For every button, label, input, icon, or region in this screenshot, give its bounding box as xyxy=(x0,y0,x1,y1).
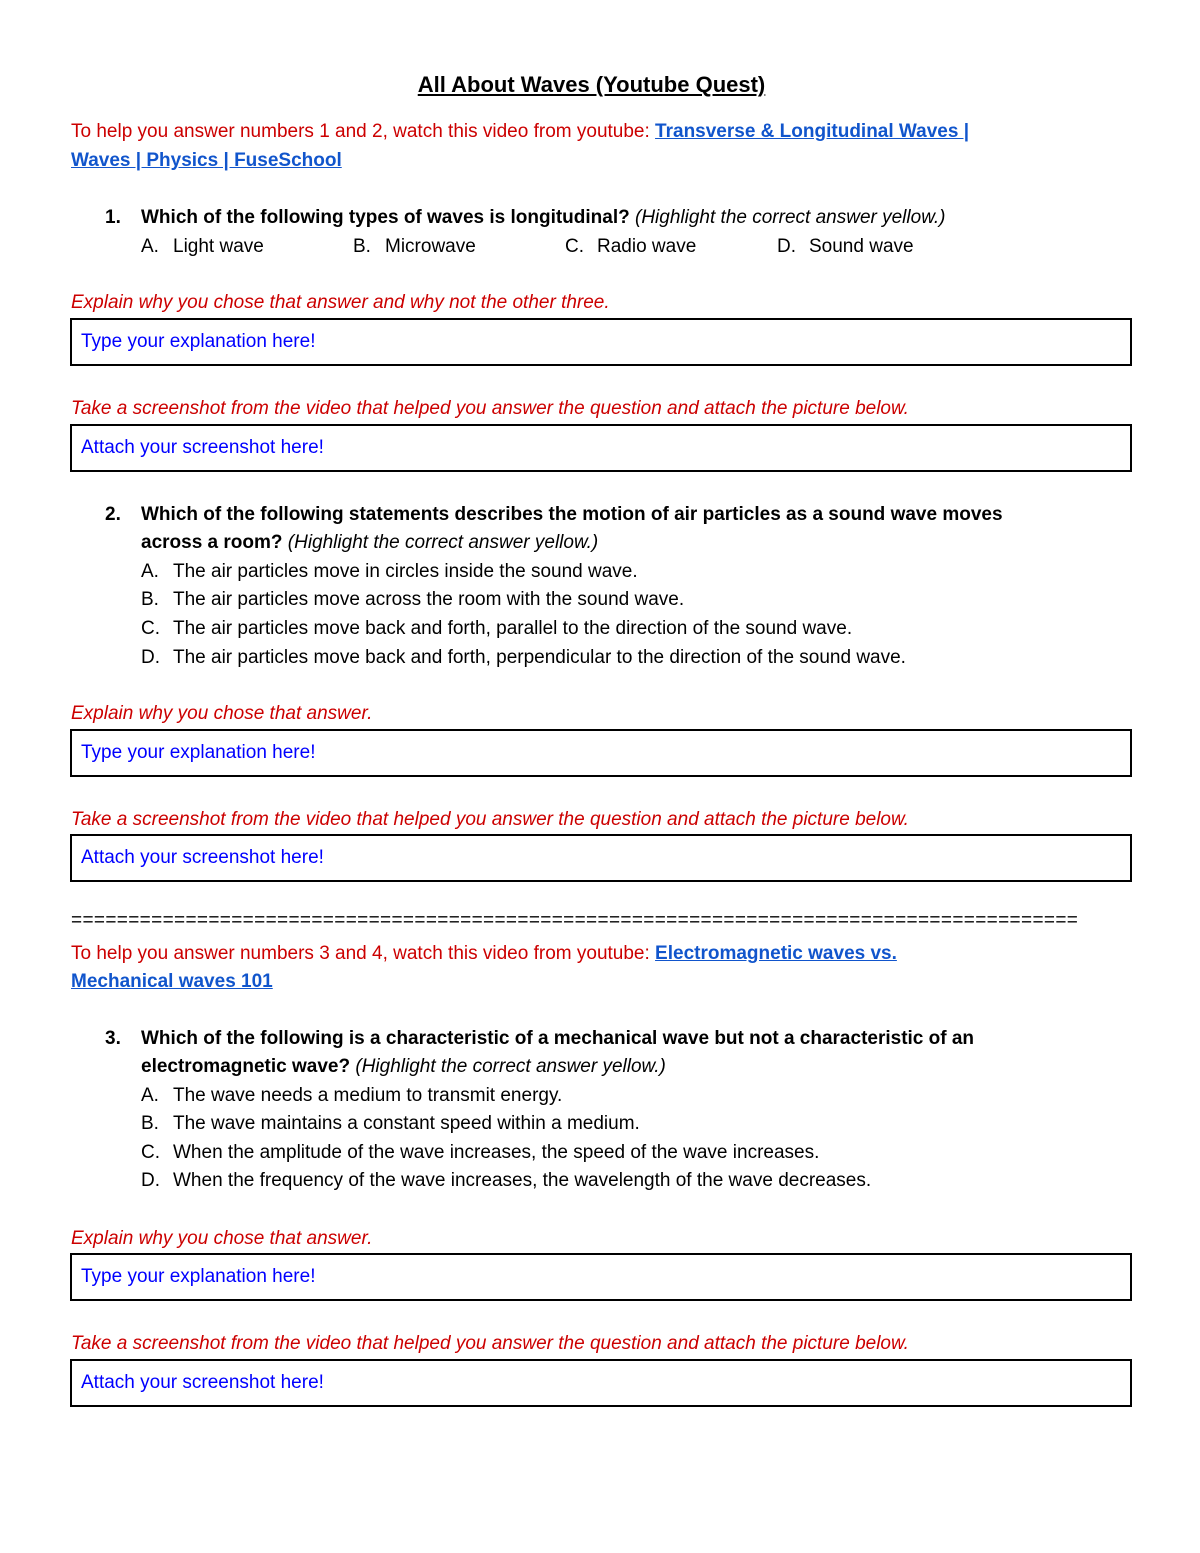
question-3-option-b[interactable]: B. The wave maintains a constant speed within a medium. xyxy=(141,1113,640,1134)
question-3-number: 3. xyxy=(105,1028,121,1049)
question-1-explanation-box[interactable] xyxy=(70,318,1132,366)
section-divider: ======================================================================================== xyxy=(71,910,1079,931)
question-2-number: 2. xyxy=(105,504,121,525)
question-1-screenshot-box[interactable] xyxy=(70,424,1132,472)
page-title: All About Waves (Youtube Quest) xyxy=(417,72,766,97)
question-3-option-a[interactable]: A. The wave needs a medium to transmit energy. xyxy=(141,1085,563,1106)
question-1-option-b[interactable]: B. Microwave xyxy=(353,236,476,257)
question-3-screenshot-placeholder: Attach your screenshot here! xyxy=(81,1372,324,1393)
section2-intro xyxy=(71,940,897,968)
question-2-stem-line2: across a room? xyxy=(141,532,283,553)
question-2-screenshot-box[interactable] xyxy=(70,834,1132,882)
section2-intro-line2 xyxy=(71,968,273,996)
question-1-number: 1. xyxy=(105,207,121,228)
question-3-stem-line2: electromagnetic wave? xyxy=(141,1056,351,1077)
question-2-explain-prompt: Explain why you chose that answer. xyxy=(71,703,373,724)
question-1-explanation-placeholder: Type your explanation here! xyxy=(81,331,316,352)
question-1-text xyxy=(141,204,945,232)
question-1-option-a[interactable]: A. Light wave xyxy=(141,236,264,257)
question-2-option-c[interactable]: C. The air particles move back and forth, parallel to the direction of the sound wave. xyxy=(141,618,853,639)
question-2-hint: (Highlight the correct answer yellow.) xyxy=(282,532,599,553)
question-1-option-d[interactable]: D. Sound wave xyxy=(777,236,914,257)
question-1-screenshot-placeholder: Attach your screenshot here! xyxy=(81,437,324,458)
question-2-option-d[interactable]: D. The air particles move back and forth, perpendicular to the direction of the sound wave. xyxy=(141,647,906,668)
question-2-option-b[interactable]: B. The air particles move across the room with the sound wave. xyxy=(141,589,685,610)
video-link-electromagnetic-mechanical[interactable]: Electromagnetic waves vs. xyxy=(655,943,897,964)
question-2-screenshot-prompt: Take a screenshot from the video that helped you answer the question and attach the picture below. xyxy=(71,809,909,830)
video-link-transverse-longitudinal-cont[interactable]: Waves | Physics | FuseSchool xyxy=(71,150,342,171)
section2-intro-text: To help you answer numbers 3 and 4, watch this video from youtube: xyxy=(71,943,656,964)
section1-intro xyxy=(71,118,969,146)
question-3-hint: (Highlight the correct answer yellow.) xyxy=(350,1056,666,1077)
question-2-screenshot-placeholder: Attach your screenshot here! xyxy=(81,847,324,868)
question-3-stem-line1: Which of the following is a characteristic of a mechanical wave but not a characteristic of an xyxy=(141,1028,975,1049)
question-2-explanation-placeholder: Type your explanation here! xyxy=(81,742,316,763)
question-3-text-line1 xyxy=(141,1025,974,1053)
question-1-screenshot-prompt: Take a screenshot from the video that helped you answer the question and attach the picture below. xyxy=(71,398,909,419)
question-3-screenshot-box[interactable] xyxy=(70,1359,1132,1407)
question-1-option-c[interactable]: C. Radio wave xyxy=(565,236,697,257)
section1-intro-line2 xyxy=(71,147,342,175)
question-3-text-line2 xyxy=(141,1053,666,1081)
question-2-text-line2 xyxy=(141,529,598,557)
question-1-stem: Which of the following types of waves is longitudinal? xyxy=(141,207,630,228)
question-3-screenshot-prompt: Take a screenshot from the video that helped you answer the question and attach the picture below. xyxy=(71,1333,909,1354)
video-link-electromagnetic-mechanical-cont[interactable]: Mechanical waves 101 xyxy=(71,971,273,992)
question-3-explain-prompt: Explain why you chose that answer. xyxy=(71,1228,373,1249)
section1-intro-text: To help you answer numbers 1 and 2, watch this video from youtube: xyxy=(71,121,656,142)
question-3-option-d[interactable]: D. When the frequency of the wave increases, the wavelength of the wave decreases. xyxy=(141,1170,872,1191)
question-3-explanation-placeholder: Type your explanation here! xyxy=(81,1266,316,1287)
question-3-explanation-box[interactable] xyxy=(70,1253,1132,1301)
question-2-stem-line1: Which of the following statements describes the motion of air particles as a sound wave moves xyxy=(141,504,1003,525)
question-1-explain-prompt: Explain why you chose that answer and why not the other three. xyxy=(71,292,610,313)
question-2-text-line1 xyxy=(141,501,1003,529)
question-2-option-a[interactable]: A. The air particles move in circles inside the sound wave. xyxy=(141,561,638,582)
question-1-hint: (Highlight the correct answer yellow.) xyxy=(629,207,946,228)
question-2-explanation-box[interactable] xyxy=(70,729,1132,777)
question-3-option-c[interactable]: C. When the amplitude of the wave increases, the speed of the wave increases. xyxy=(141,1142,820,1163)
video-link-transverse-longitudinal[interactable]: Transverse & Longitudinal Waves | xyxy=(655,121,970,142)
